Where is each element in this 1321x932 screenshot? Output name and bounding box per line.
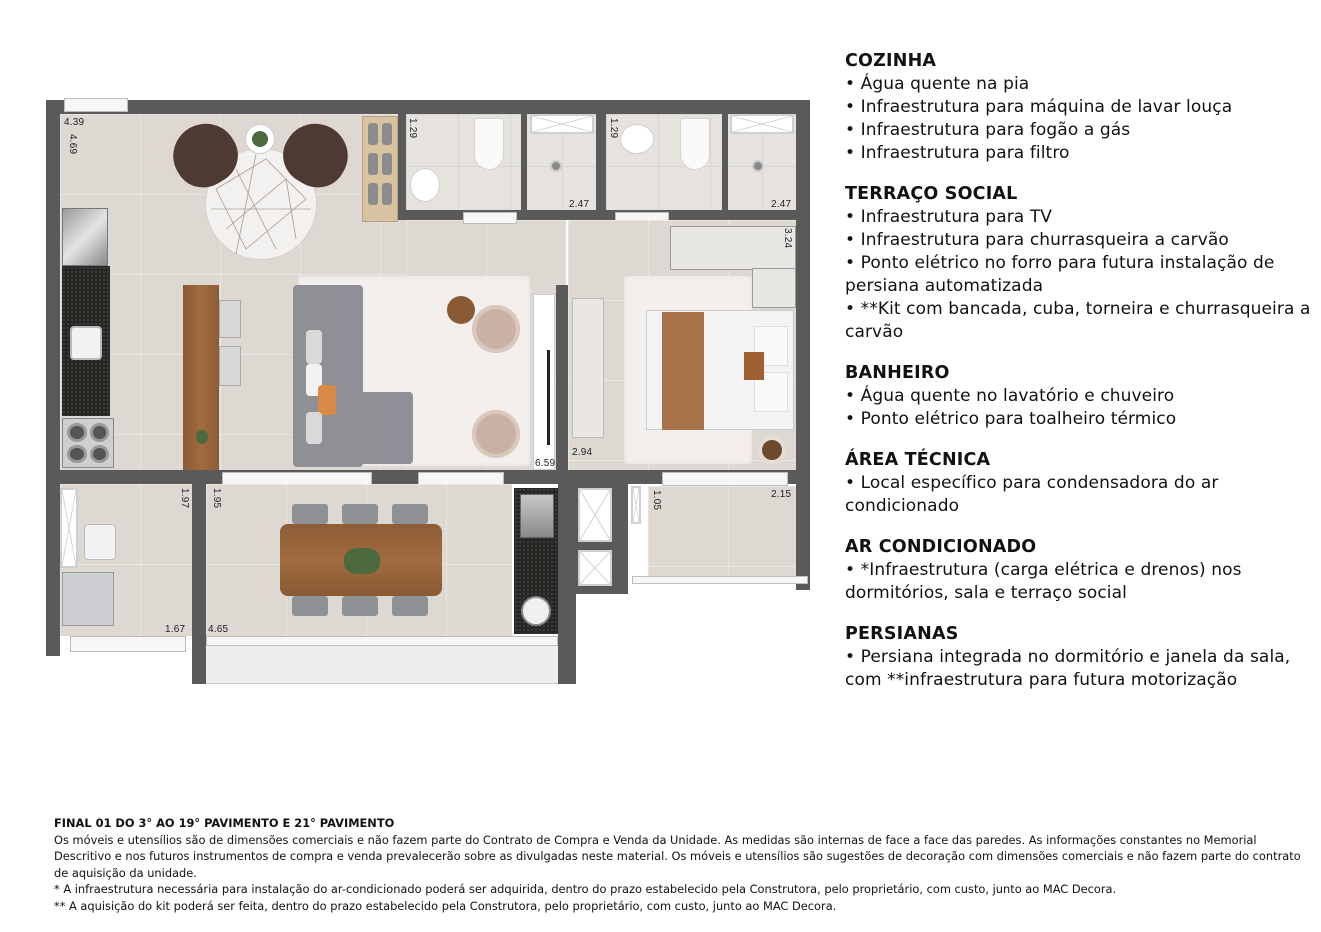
cooktop (62, 418, 114, 468)
dim-living-area: 6.59 (535, 458, 556, 469)
bedroom-closet (670, 226, 796, 270)
dim-bath2-width: 1.29 (608, 118, 619, 139)
wall-laundry-terrace (192, 484, 206, 684)
island-plant (196, 430, 208, 444)
footer-note-kit: ** A aquisição do kit poderá ser feita, dentro do prazo estabelecido pela Construtora, pelo proprietário, com custo, junto ao MAC Decora. (54, 898, 837, 913)
floor-plan (0, 0, 830, 700)
bedroom-closet-corner (752, 268, 796, 308)
footer-title: FINAL 01 DO 3° AO 19° PAVIMENTO E 21° PAVIMENTO (54, 816, 395, 830)
spec-title: ÁREA TÉCNICA (845, 450, 991, 470)
bath1-shaft (530, 114, 594, 134)
spec-section-bathroom (845, 362, 1315, 431)
nightstand-lamp (758, 436, 786, 464)
spec-title: COZINHA (845, 51, 937, 71)
spec-title: PERSIANAS (845, 624, 959, 644)
spec-item: • Persiana integrada no dormitório e janela da sala, com **infraestrutura para futura motorização (845, 647, 1291, 690)
pillow-accent (744, 352, 764, 380)
round-armchair-bottom (472, 410, 520, 458)
dim-technical-width: 2.15 (771, 489, 792, 500)
sofa-chaise (340, 392, 413, 464)
dim-bath1-area: 2.47 (569, 199, 590, 210)
dining-chair-4 (292, 596, 328, 616)
spec-section-blinds (845, 623, 1315, 692)
laundry-tank (84, 524, 116, 560)
spec-title: TERRAÇO SOCIAL (845, 184, 1018, 204)
spec-item: • Ponto elétrico no forro para futura instalação de persiana automatizada (845, 253, 1275, 296)
dim-terrace-width: 4.65 (208, 624, 229, 635)
tv-panel (533, 294, 555, 470)
dim-technical-depth: 1.05 (651, 490, 662, 511)
spec-item: • Infraestrutura para churrasqueira a carvão (845, 230, 1229, 250)
bath1-sink (410, 168, 440, 202)
footer-disclaimer-text: Os móveis e utensílios são de dimensões comerciais e não fazem parte do Contrato de Compra e Venda da Unidade. As medidas são internas de face a face das paredes. As informações constantes no Memorial Descritivo e nos futuros instrumentos de compra e venda prevalecerão sobre as divulgadas neste material. Os móveis e utensílios são sugestões de decoração com dimensões comerciais e não fazem parte do contrato de aquisição da unidade. (54, 832, 1301, 880)
laundry-window (70, 636, 186, 652)
stool-1 (219, 300, 241, 338)
spec-item: • Água quente no lavatório e chuveiro (845, 386, 1175, 406)
spec-section-air-conditioning (845, 536, 1315, 605)
bath2-toilet (680, 118, 710, 170)
spec-item: • Infraestrutura para filtro (845, 143, 1070, 163)
footer-note-ac: * A infraestrutura necessária para instalação do ar-condicionado poderá ser adquirida, dentro do prazo estabelecido pela Construtora, pelo proprietário, com custo, junto ao MAC Decora. (54, 882, 1117, 896)
spec-item: • *Infraestrutura (carga elétrica e drenos) nos dormitórios, sala e terraço social (845, 560, 1242, 603)
dining-chair-1 (292, 504, 328, 524)
entry-door (64, 98, 128, 112)
tech-shaft-2 (578, 550, 612, 586)
dim-bath2-area: 2.47 (771, 199, 792, 210)
dining-chair-6 (392, 596, 428, 616)
specs-panel (845, 50, 1315, 710)
bath1-door (463, 212, 517, 224)
dim-living-width: 4.39 (64, 117, 85, 128)
fridge (62, 208, 108, 266)
bbq-sink (521, 596, 551, 626)
kitchen-sink (70, 326, 102, 360)
wall-bath-mid (596, 114, 606, 220)
bath1-shower-drain (550, 160, 562, 172)
dim-terrace-depth: 1.95 (211, 488, 222, 509)
stool-2 (219, 346, 241, 386)
bed-throw (662, 312, 704, 430)
spec-item: • Local específico para condensadora do ar condicionado (845, 473, 1219, 516)
side-table (447, 296, 475, 324)
bedroom-window (662, 472, 788, 486)
spec-section-terrace (845, 183, 1315, 344)
bath2-shower-wall (722, 114, 728, 210)
terrace-railing (206, 636, 558, 646)
bedroom-wardrobe (572, 298, 604, 438)
cushion-1 (306, 330, 322, 364)
spec-item: • Infraestrutura para máquina de lavar louça (845, 97, 1233, 117)
dim-bedroom-area: 2.94 (572, 447, 593, 458)
spec-section-kitchen (845, 50, 1315, 165)
dining-chair-3 (392, 504, 428, 524)
spec-item: • Ponto elétrico para toalheiro térmico (845, 409, 1177, 429)
wine-rack (362, 116, 398, 222)
outer-wall-top (46, 100, 810, 114)
wall-terrace-right (558, 484, 576, 684)
spec-item: • Infraestrutura para fogão a gás (845, 120, 1131, 140)
footer-disclaimer (54, 815, 1314, 914)
dim-living-depth: 4.69 (67, 134, 78, 155)
cushion-3 (306, 412, 322, 444)
spec-item: • Infraestrutura para TV (845, 207, 1053, 227)
technical-area-edge (632, 576, 808, 584)
side-table-plant (245, 124, 275, 154)
bbq-grill (520, 494, 554, 538)
outer-wall-left (46, 100, 60, 656)
dining-chair-2 (342, 504, 378, 524)
spec-item: • **Kit com bancada, cuba, torneira e churrasqueira a carvão (845, 299, 1311, 342)
dim-bedroom-closet: 3.24 (782, 228, 793, 249)
terrace-balcony-edge (206, 646, 558, 684)
bath1-toilet (474, 118, 504, 170)
bath1-shower-wall (521, 114, 527, 210)
round-armchair-top (472, 305, 520, 353)
spec-item: • Água quente na pia (845, 74, 1030, 94)
bath2-shower-drain (752, 160, 764, 172)
bath2-sink (620, 124, 654, 154)
spec-title: AR CONDICIONADO (845, 537, 1037, 557)
wall-bath-left (398, 114, 406, 220)
dim-laundry-depth: 1.97 (179, 488, 190, 509)
outer-wall-right (796, 100, 810, 590)
tech-shaft-1 (578, 488, 612, 542)
cushion-orange (318, 385, 336, 415)
tech-shaft-3 (631, 486, 641, 524)
spec-section-technical-area (845, 449, 1315, 518)
washing-machine (62, 572, 114, 626)
spec-title: BANHEIRO (845, 363, 950, 383)
dining-chair-5 (342, 596, 378, 616)
bath2-shaft (730, 114, 794, 134)
wall-living-bedroom (556, 285, 568, 475)
dim-bath1-width: 1.29 (407, 118, 418, 139)
dim-laundry-width: 1.67 (165, 624, 186, 635)
table-plant (344, 548, 380, 574)
laundry-shaft (60, 488, 78, 568)
